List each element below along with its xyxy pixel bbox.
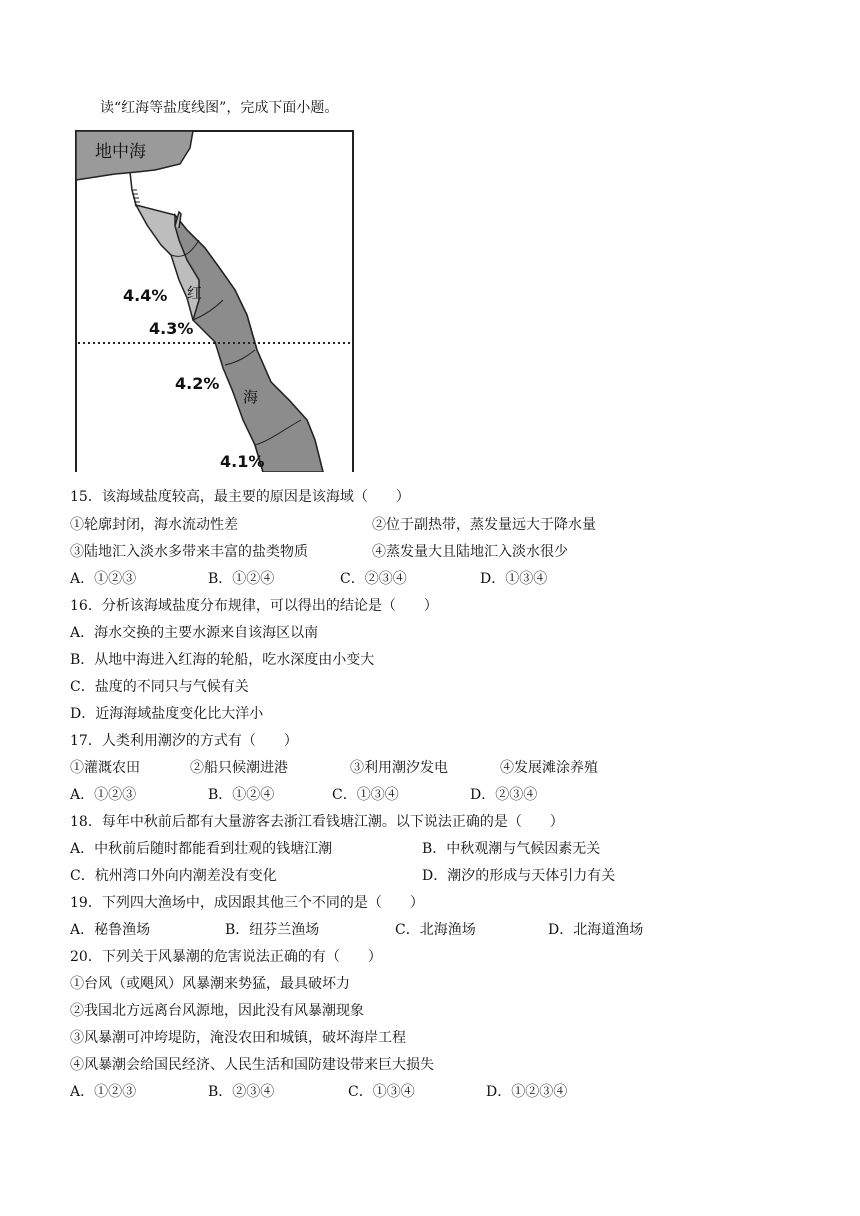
isohaline-label-44: 4.4%: [123, 286, 168, 305]
q16-option-a[interactable]: A．海水交换的主要水源来自该海区以南: [70, 625, 319, 641]
mediterranean-label: 地中海: [95, 142, 146, 162]
q17-option-a[interactable]: A．①②③: [70, 787, 137, 803]
q15-option-c[interactable]: C．②③④: [340, 571, 407, 587]
q20-statement-3: ③风暴潮可冲垮堤防，淹没农田和城镇，破坏海岸工程: [70, 1030, 406, 1046]
q17-stem: 17．人类利用潮汐的方式有（ ）: [70, 733, 298, 749]
q20-option-c[interactable]: C．①③④: [348, 1084, 415, 1100]
q17-statement-2: ②船只候潮进港: [190, 760, 288, 776]
q18-option-c[interactable]: C．杭州湾口外向内潮差没有变化: [70, 868, 277, 884]
q17-option-d[interactable]: D．②③④: [470, 787, 538, 803]
q16-option-b[interactable]: B．从地中海进入红海的轮船，吃水深度由小变大: [70, 652, 375, 668]
q20-option-a[interactable]: A．①②③: [70, 1084, 137, 1100]
q15-statement-1: ①轮廓封闭，海水流动性差: [70, 517, 238, 533]
isohaline-label-41: 4.1%: [220, 452, 265, 471]
q15-option-b[interactable]: B．①②④: [208, 571, 275, 587]
intro-text: 读“红海等盐度线图”，完成下面小题。: [100, 100, 339, 116]
q20-statement-1: ①台风（或飓风）风暴潮来势猛，最具破坏力: [70, 976, 350, 992]
isohaline-label-43: 4.3%: [149, 319, 194, 338]
q15-statement-3: ③陆地汇入淡水多带来丰富的盐类物质: [70, 544, 308, 560]
q20-stem: 20．下列关于风暴潮的危害说法正确的有（ ）: [70, 949, 382, 965]
q16-option-c[interactable]: C．盐度的不同只与气候有关: [70, 679, 249, 695]
q20-option-b[interactable]: B．②③④: [208, 1084, 275, 1100]
q18-option-b[interactable]: B．中秋观潮与气候因素无关: [422, 841, 601, 857]
q19-option-c[interactable]: C．北海渔场: [395, 922, 476, 938]
q19-option-d[interactable]: D．北海道渔场: [548, 922, 644, 938]
q17-statement-1: ①灌溉农田: [70, 760, 140, 776]
q19-option-b[interactable]: B．纽芬兰渔场: [225, 922, 320, 938]
q16-option-d[interactable]: D．近海海域盐度变化比大洋小: [70, 706, 264, 722]
q17-statement-3: ③利用潮汐发电: [350, 760, 448, 776]
q17-option-c[interactable]: C．①③④: [332, 787, 399, 803]
isohaline-label-42: 4.2%: [175, 374, 220, 393]
q15-stem: 15．该海域盐度较高，最主要的原因是该海域（ ）: [70, 489, 410, 505]
q20-statement-4: ④风暴潮会给国民经济、人民生活和国防建设带来巨大损失: [70, 1057, 434, 1073]
q19-stem: 19．下列四大渔场中，成因跟其他三个不同的是（ ）: [70, 895, 424, 911]
q15-option-a[interactable]: A．①②③: [70, 571, 137, 587]
q15-statement-4: ④蒸发量大且陆地汇入淡水很少: [372, 544, 568, 560]
sea-char-label: 海: [243, 388, 259, 406]
q18-option-a[interactable]: A．中秋前后随时都能看到壮观的钱塘江潮: [70, 841, 333, 857]
red-sea-isohaline-map: [75, 130, 357, 472]
q15-option-d[interactable]: D．①③④: [480, 571, 548, 587]
q16-stem: 16．分析该海域盐度分布规律，可以得出的结论是（ ）: [70, 598, 438, 614]
q20-statement-2: ②我国北方远离台风源地，因此没有风暴潮现象: [70, 1003, 364, 1019]
q17-statement-4: ④发展滩涂养殖: [500, 760, 598, 776]
red-char-label: 红: [187, 284, 203, 302]
q17-option-b[interactable]: B．①②④: [208, 787, 275, 803]
q15-statement-2: ②位于副热带，蒸发量远大于降水量: [372, 517, 596, 533]
q20-option-d[interactable]: D．①②③④: [486, 1084, 568, 1100]
q18-option-d[interactable]: D．潮汐的形成与天体引力有关: [422, 868, 616, 884]
q19-option-a[interactable]: A．秘鲁渔场: [70, 922, 151, 938]
q18-stem: 18．每年中秋前后都有大量游客去浙江看钱塘江潮。以下说法正确的是（ ）: [70, 814, 564, 830]
